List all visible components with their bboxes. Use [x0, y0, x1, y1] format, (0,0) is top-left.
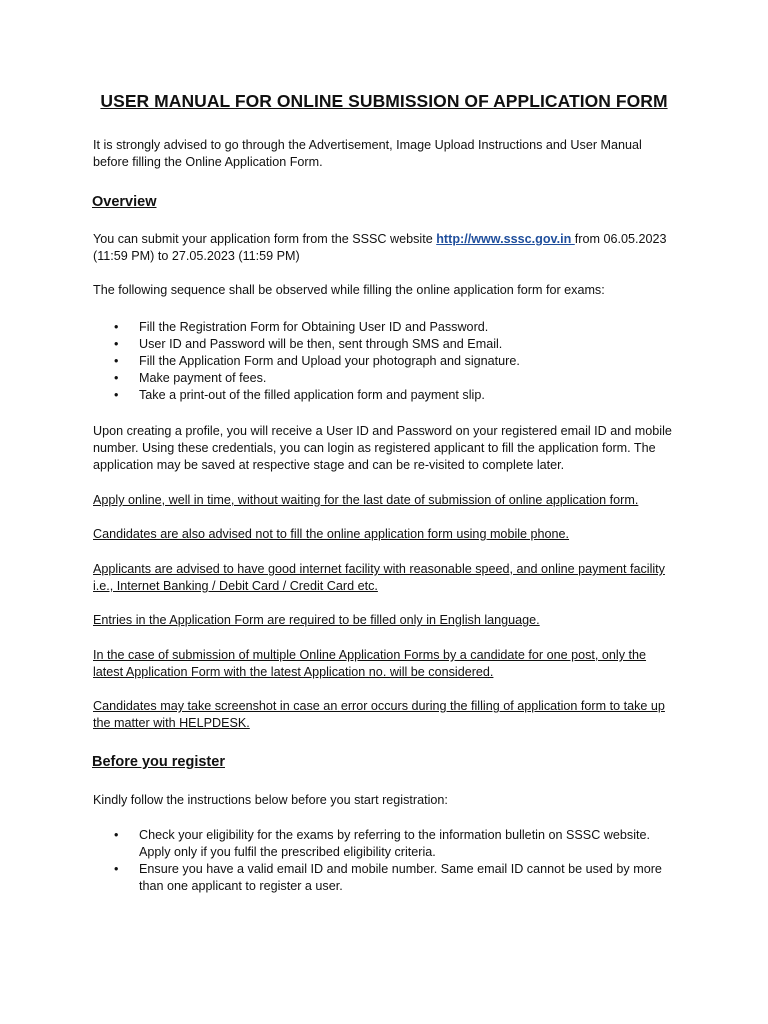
sequence-intro: The following sequence shall be observed while filling the online application form for exams: — [93, 283, 605, 297]
step-text: Fill the Registration Form for Obtaining User ID and Password. — [139, 320, 489, 334]
note-internet-facility: Applicants are advised to have good internet facility with reasonable speed, and online payment facility i.e., Internet Banking / Debit Card / Credit Card etc. — [93, 562, 665, 593]
bullet-icon: • — [114, 862, 119, 876]
list-item — [93, 370, 678, 387]
list-item — [93, 319, 678, 336]
step-text: Make payment of fees. — [139, 371, 267, 385]
list-item — [93, 353, 678, 370]
bullet-icon: • — [114, 320, 119, 334]
step-text: Fill the Application Form and Upload your photograph and signature. — [139, 354, 520, 368]
step-text: Take a print-out of the filled application form and payment slip. — [139, 388, 485, 402]
list-item — [93, 827, 678, 861]
note-no-mobile: Candidates are also advised not to fill the online application form using mobile phone. — [93, 527, 570, 541]
overview-heading: Overview — [92, 194, 157, 210]
bullet-icon: • — [114, 354, 119, 368]
intro-paragraph: It is strongly advised to go through the Advertisement, Image Upload Instructions and User Manual before filling the Online Application Form. — [93, 138, 642, 169]
profile-paragraph: Upon creating a profile, you will receive a User ID and Password on your registered email ID and mobile number. Using these credentials, you can login as registered applicant to fill the application form. The application may be saved at respective stage and can be re-visited to complete later. — [93, 424, 672, 472]
note-apply-early: Apply online, well in time, without waiting for the last date of submission of online application form. — [93, 493, 639, 507]
note-english-only: Entries in the Application Form are required to be filled only in English language. — [93, 613, 540, 627]
before-register-heading: Before you register — [92, 754, 225, 770]
note-multiple-forms: In the case of submission of multiple Online Application Forms by a candidate for one post, only the latest Application Form with the latest Application no. will be considered. — [93, 648, 647, 679]
instruction-text: Ensure you have a valid email ID and mobile number. Same email ID cannot be used by more than one applicant to register a user. — [139, 862, 662, 893]
list-item — [93, 387, 678, 404]
before-register-intro: Kindly follow the instructions below before you start registration: — [93, 793, 448, 807]
step-text: User ID and Password will be then, sent through SMS and Email. — [139, 337, 503, 351]
instruction-text: Check your eligibility for the exams by referring to the information bulletin on SSSC website. Apply only if you fulfil the prescribed eligibility criteria. — [139, 828, 650, 859]
sequence-steps-list — [93, 319, 678, 404]
note-screenshot-helpdesk: Candidates may take screenshot in case an error occurs during the filling of application form to take up the matter with HELPDESK. — [93, 699, 665, 730]
sssc-website-link[interactable]: http://www.sssc.gov.in — [436, 232, 575, 246]
bullet-icon: • — [114, 337, 119, 351]
list-item — [93, 861, 678, 895]
submission-text-after: from 06.05.2023 (11:59 PM) to 27.05.2023 (11:59 PM) — [93, 232, 667, 263]
submission-text-before: You can submit your application form from the SSSC website — [93, 232, 437, 246]
before-register-list — [93, 827, 678, 895]
list-item — [93, 336, 678, 353]
submission-period-paragraph — [93, 231, 678, 265]
bullet-icon: • — [114, 388, 119, 402]
bullet-icon: • — [114, 371, 119, 385]
document-title: USER MANUAL FOR ONLINE SUBMISSION OF APPLICATION FORM — [100, 91, 668, 111]
bullet-icon: • — [114, 828, 119, 842]
